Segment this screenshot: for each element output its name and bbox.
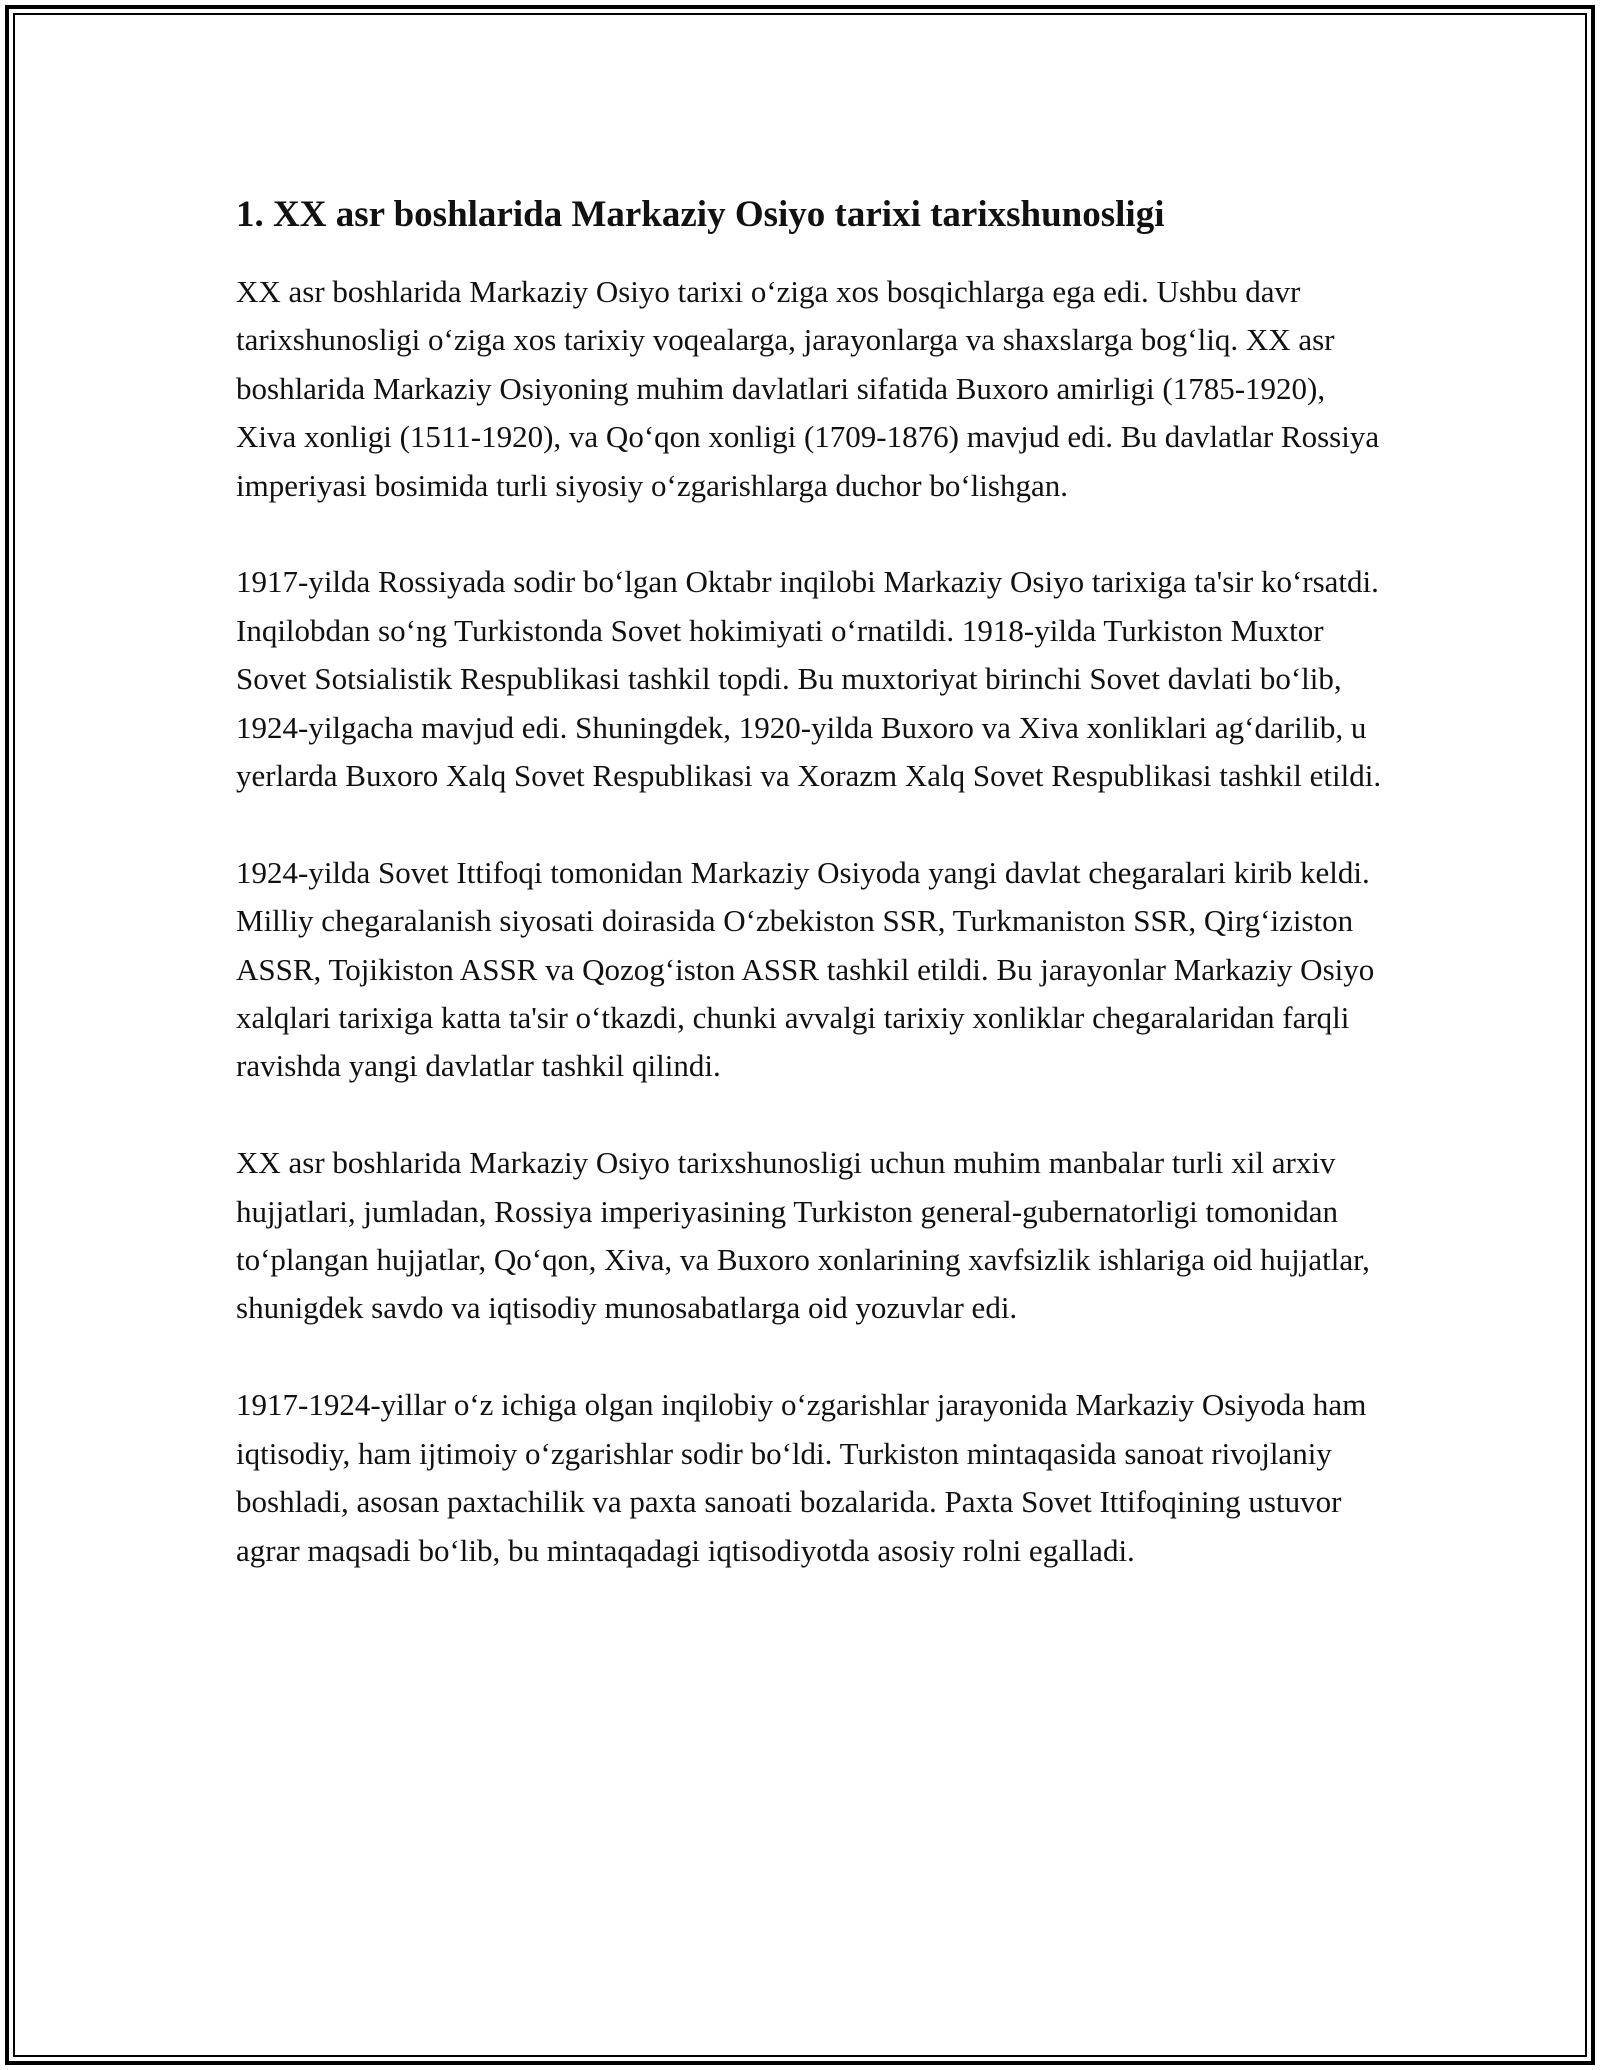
document-body: [236, 190, 1386, 1575]
paragraph-2: 1917-yilda Rossiyada sodir bo‘lgan Oktabr inqilobi Markaziy Osiyo tarixiga ta'sir ko‘rsatdi. Inqilobdan so‘ng Turkistonda Sovet hokimiyati o‘rnatildi. 1918-yilda Turkiston Muxtor Sovet Sotsialistik Respublikasi tashkil topdi. Bu muxtoriyat birinchi Sovet davlati bo‘lib, 1924-yilgacha mavjud edi. Shuningdek, 1920-yilda Buxoro va Xiva xonliklari ag‘darilib, u yerlarda Buxoro Xalq Sovet Respublikasi va Xorazm Xalq Sovet Respublikasi tashkil etildi.: [236, 564, 1382, 794]
paragraph-5: 1917-1924-yillar o‘z ichiga olgan inqilobiy o‘zgarishlar jarayonida Markaziy Osiyoda ham iqtisodiy, ham ijtimoiy o‘zgarishlar sodir bo‘ldi. Turkiston mintaqasida sanoat rivojlaniy boshladi, asosan paxtachilik va paxta sanoati bozalarida. Paxta Sovet Ittifoqining ustuvor agrar maqsadi bo‘lib, bu mintaqadagi iqtisodiyotda asosiy rolni egalladi.: [236, 1387, 1367, 1568]
paragraph-4: XX asr boshlarida Markaziy Osiyo tarixshunosligi uchun muhim manbalar turli xil arxiv hujjatlari, jumladan, Rossiya imperiyasining Turkiston general-gubernatorligi tomonidan to‘plangan hujjatlar, Qo‘qon, Xiva, va Buxoro xonlarining xavfsizlik ishlariga oid hujjatlar, shunigdek savdo va iqtisodiy munosabatlarga oid yozuvlar edi.: [236, 1145, 1370, 1326]
paragraph-1: XX asr boshlarida Markaziy Osiyo tarixi o‘ziga xos bosqichlarga ega edi. Ushbu davr tarixshunosligi o‘ziga xos tarixiy voqealarga, jarayonlarga va shaxslarga bog‘liq. XX asr boshlarida Markaziy Osiyoning muhim davlatlari sifatida Buxoro amirligi (1785-1920), Xiva xonligi (1511-1920), va Qo‘qon xonligi (1709-1876) mavjud edi. Bu davlatlar Rossiya imperiyasi bosimida turli siyosiy o‘zgarishlarga duchor bo‘lishgan.: [236, 274, 1380, 503]
document-title: 1. XX asr boshlarida Markaziy Osiyo tarixi tarixshunosligi: [236, 194, 1165, 235]
paragraph-3: 1924-yilda Sovet Ittifoqi tomonidan Markaziy Osiyoda yangi davlat chegaralari kirib keldi. Milliy chegaralanish siyosati doirasida O‘zbekiston SSR, Turkmaniston SSR, Qirg‘iziston ASSR, Tojikiston ASSR va Qozog‘iston ASSR tashkil etildi. Bu jarayonlar Markaziy Osiyo xalqlari tarixiga katta ta'sir o‘tkazdi, chunki avvalgi tarixiy xonliklar chegaralaridan farqli ravishda yangi davlatlar tashkil qilindi.: [236, 854, 1375, 1084]
